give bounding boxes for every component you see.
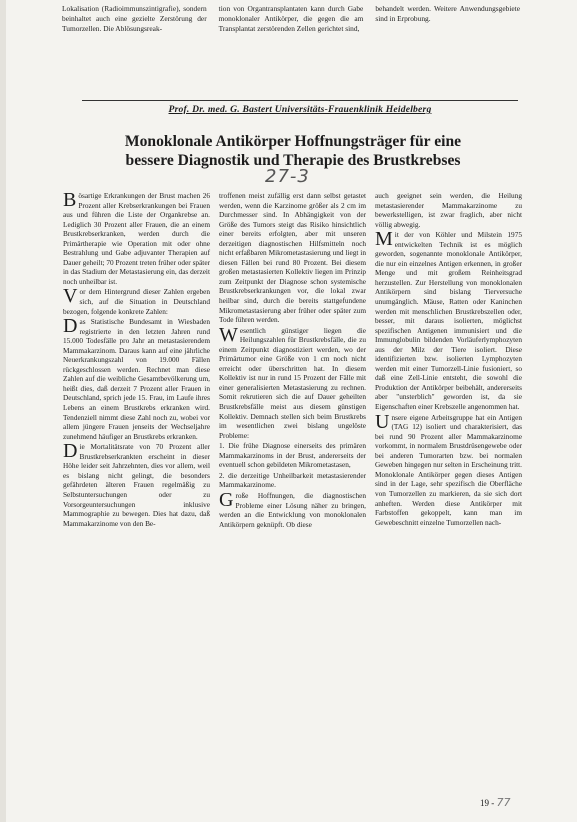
drop-cap: G	[219, 488, 234, 511]
page-footer: 19 - 77	[480, 796, 511, 809]
drop-cap: W	[219, 323, 238, 346]
page-edge-shadow	[0, 0, 6, 822]
body-column-3	[375, 191, 522, 530]
drop-cap: D	[63, 440, 78, 463]
top-column-1: Lokalisation (Radioimmunszintigrafie), sondern beinhaltet auch eine gezielte Zerstörung der Tumorzellen. Die Ablösungsreak-	[62, 4, 207, 33]
paragraph	[219, 323, 366, 441]
paragraph	[219, 441, 366, 470]
top-column-3: behandelt werden. Weitere Anwendungsgebiete sind in Erprobung.	[375, 4, 521, 23]
paragraph-text: or dem Hintergrund dieser Zahlen ergeben sich, auf die Situation in Deutschland bezogen, folgende konkrete Zahlen:	[63, 287, 210, 316]
article-title	[64, 132, 522, 170]
paragraph	[219, 471, 366, 490]
paragraph-text: it der von Köhler und Milstein 1975 entwickelten Technik ist es möglich geworden, sogenannte monoklonale Antikörper, die nur ein einzelnes Antigen erkennen, in großer Menge und mit großem Reinheitsgrad herzustellen. Zur Herstellung von monoklonalen Antikörpern sind bislang Tierversuche unumgänglich. Mäuse, Ratten oder Kaninchen werden mit menschlichen Brustkrebszellen oder, besser, mit daraus isolierten, möglichst spezifischen Antigenen immunisiert und die Immunglobulin bildenden Vorläuferlymphozyten aus der Milz der Tiere isoliert. Diese identifizierten bzw. isolierten Lymphozyten werden mit einer Tumorzell-Linie fusioniert, so daß eine Zell-Linie entsteht, die sowohl die Produktion der Antikörper beibehält, andererseits aber "unsterblich" geworden ist, da sie Eigenschaften einer Krebszelle angenommen hat.	[375, 230, 522, 412]
handwritten-note: 27-3	[265, 166, 310, 187]
paragraph	[375, 410, 522, 528]
title-line-2: bessere Diagnostik und Therapie des Brustkrebses	[125, 152, 461, 169]
paragraph-text: 1. Die frühe Diagnose einerseits des primären Mammakarzinoms in der Brust, andererseits der eventuell schon gebildeten Mikrometastasen,	[219, 441, 366, 470]
paragraph	[375, 230, 522, 411]
author-rule-top	[82, 100, 518, 101]
paragraph-text: as Statistische Bundesamt in Wiesbaden registrierte in den letzten Jahren rund 15.000 Todesfälle pro Jahr an metastasierendem Mammakarzinom. Daraus kann auf eine jährliche Neuerkrankungszahl von 19.000 Fällen rückgeschlossen werden. Rechnet man diese Zahlen auf die weibliche Gesamtbevölkerung um, heißt dies, daß derzeit 7 Prozent aller Frauen in Deutschland, sprich jede 15. Frau, im Laufe ihres Lebens an einem Brustkrebs erkranken wird. Tendenziell nimmt diese Zahl noch zu, wobei vor allem jüngere Frauen jenseits der Wechseljahre zunehmend häufiger an Brustkrebs erkranken.	[63, 317, 210, 441]
paragraph-text: 2. die derzeitige Unheilbarkeit metastasierender Mammakarzinome.	[219, 470, 366, 490]
drop-cap: V	[63, 285, 78, 308]
paragraph	[63, 287, 210, 316]
drop-cap: D	[63, 315, 78, 338]
handwritten-page-mark: 77	[496, 796, 511, 809]
author-line: Prof. Dr. med. G. Bastert Universitäts-Frauenklinik Heidelberg	[168, 104, 432, 115]
paragraph	[63, 191, 210, 286]
title-line-1: Monoklonale Antikörper Hoffnungsträger für eine	[124, 133, 462, 150]
paragraph-text: esentlich günstiger liegen die Heilungszahlen für Brustkrebsfälle, die zu einem Zeitpunkt diagnostiziert werden, wo der Primärtumor eine Größe von 1 cm noch nicht erreicht oder überschritten hat. In diesem Kollektiv ist nur in rund 15 Prozent der Fälle mit einer generalisierten Metastasierung zu rechnen. Somit rekrutieren sich die auf Dauer geheilten Brustkrebsfälle meist aus diesem günstigen Kollektiv. Demnach stellen sich beim Brustkrebs im wesentlichen zwei bislang ungelöste Probleme:	[219, 325, 366, 440]
article-body	[63, 191, 522, 530]
paragraph-text: nsere eigene Arbeitsgruppe hat ein Antigen (TAG 12) isoliert und charakterisiert, das bei rund 90 Prozent aller Mammakarzinome vorkommt, in normalem Brustdrüsengewebe oder bei anderen Tumorarten bzw. bei normalen Geweben hingegen nur selten in Erscheinung tritt. Monoklonale Antikörper gegen dieses Antigen sind in der Lage, sehr spezifisch die Oberfläche von Tumorzellen zu markieren, da sie sich dort anheften. Werden diese Antikörper mit Farbstoffen gekoppelt, kann man im Gewebeschnitt einzelne Tumorzellen nach-	[375, 412, 522, 527]
paragraph	[63, 317, 210, 441]
paragraph-text: ie Mortalitätsrate von 70 Prozent aller Brustkrebserkrankten erscheint in dieser Höhe leider seit Jahrzehnten, dies vor allem, weil es bislang nicht gelingt, die besonders gefährdeten älteren Frauen regelmäßig zu Selbstuntersuchungen oder zu Vorsorgeuntersuchungen inklusive Mammographie zu bewegen. Dies hat dazu, daß Mammakarzinome von den Be-	[63, 442, 210, 528]
drop-cap: M	[375, 228, 393, 251]
body-column-1	[63, 191, 210, 530]
drop-cap: B	[63, 189, 77, 211]
top-continuation-columns	[62, 4, 520, 34]
paragraph-text: roße Hoffnungen, die diagnostischen Probleme einer Lösung näher zu bringen, werden an die Entwicklung von monoklonalen Antikörpern geknüpft. Ob diese	[219, 490, 366, 529]
paragraph	[375, 191, 522, 229]
body-column-2	[219, 191, 366, 530]
paragraph-text: ösartige Erkrankungen der Brust machen 26 Prozent aller Krebserkrankungen bei Frauen aus und führen die Liste der Organkrebse an. Lediglich 30 Prozent aller Frauen, die an einem Brustkrebserkranken, werden durch die Primärtherapie wie Operation mit oder ohne Bestrahlung und Gabe adjuvanter Therapien auf Dauer geheilt; 70 Prozent treten früher oder später in das Stadium der Metastasierung ein, das derzeit noch unheilbar ist.	[63, 191, 210, 286]
page-number: 19	[480, 798, 489, 808]
paragraph-text: troffenen meist zufällig erst dann selbst getastet werden, wenn die Karzinome größer als 2 cm im Durchmesser sind. In Abhängigkeit von der Größe des Tumors steigt das Risiko hinsichtlich einer bereits erfolgten, aber mit unseren derzeitigen diagnostischen Hilfsmitteln noch nicht erfaßbaren Mikrometastasierung und liegt in diesen Fällen bei rund 80 Prozent. Bei diesem großen metastasierten Kollektiv liegen im Prinzip zum Zeitpunkt der Diagnose schon systemische Brustkrebserkrankungen vor, die lokal zwar heilbar sind, durch die bereits stattgefundene Mikrometastasierung aber früher oder später zum Tode führen werden.	[219, 191, 366, 325]
paragraph	[63, 442, 210, 528]
drop-cap: U	[375, 410, 390, 433]
top-column-2: tion von Organtransplantaten kann durch Gabe monoklonaler Antikörper, die gegen die am Transplantat zerstörenden Zellen gerichtet sind,	[218, 4, 364, 33]
paragraph	[219, 488, 366, 529]
paragraph	[219, 191, 366, 325]
paragraph-text: auch geeignet sein werden, die Heilung metastasierender Mammakarzinome zu bewerkstelligen, ist zwar fraglich, aber nicht völlig abwegig.	[375, 191, 522, 229]
